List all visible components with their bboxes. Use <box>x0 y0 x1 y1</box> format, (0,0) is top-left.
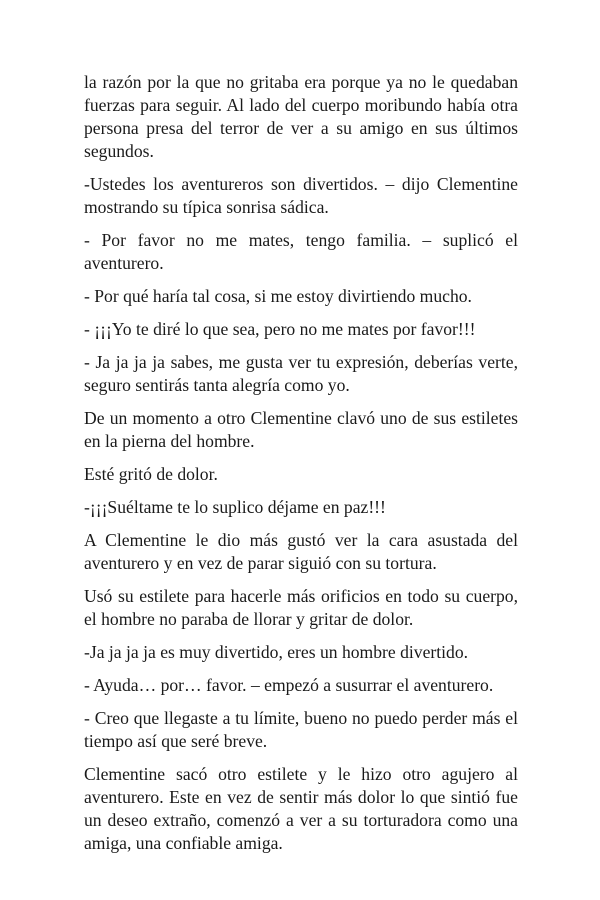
paragraph: - ¡¡¡Yo te diré lo que sea, pero no me mates por favor!!! <box>84 319 476 339</box>
paragraph: Esté gritó de dolor. <box>84 464 218 484</box>
paragraph: De un momento a otro Clementine clavó uno de sus estiletes en la pierna del hombre. <box>84 408 518 451</box>
paragraph: Usó su estilete para hacerle más orificios en todo su cuerpo, el hombre no paraba de llorar y gritar de dolor. <box>84 586 518 629</box>
paragraph: -Ustedes los aventureros son divertidos. – dijo Clementine mostrando su típica sonrisa sádica. <box>84 174 518 217</box>
paragraph: la razón por la que no gritaba era porque ya no le quedaban fuerzas para seguir. Al lado del cuerpo moribundo había otra persona presa del terror de ver a su amigo en sus últimos segundos. <box>84 72 518 161</box>
paragraph: -Ja ja ja ja es muy divertido, eres un hombre divertido. <box>84 642 469 662</box>
paragraph: -¡¡¡Suéltame te lo suplico déjame en paz!!! <box>84 497 386 517</box>
paragraph: A Clementine le dio más gustó ver la cara asustada del aventurero y en vez de parar siguió con su tortura. <box>84 530 518 573</box>
paragraph: - Por favor no me mates, tengo familia. – suplicó el aventurero. <box>84 230 518 273</box>
paragraph: - Ayuda… por… favor. – empezó a susurrar el aventurero. <box>84 675 494 695</box>
paragraph: - Ja ja ja ja sabes, me gusta ver tu expresión, deberías verte, seguro sentirás tanta alegría como yo. <box>84 352 518 395</box>
paragraph: - Por qué haría tal cosa, si me estoy divirtiendo mucho. <box>84 286 472 306</box>
paragraph: Clementine sacó otro estilete y le hizo otro agujero al aventurero. Este en vez de sentir más dolor lo que sintió fue un deseo extraño, comenzó a ver a su torturadora como una amiga, una confiable amiga. <box>84 764 518 853</box>
book-page <box>84 71 518 865</box>
paragraph: - Creo que llegaste a tu límite, bueno no puedo perder más el tiempo así que seré breve. <box>84 708 518 751</box>
